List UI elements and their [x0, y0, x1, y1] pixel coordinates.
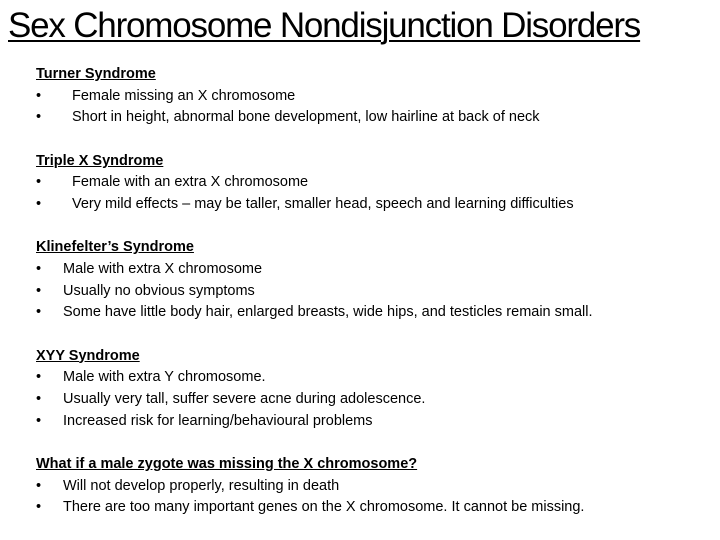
bullet-list [36, 476, 712, 519]
list-item-text: Female with an extra X chromosome [72, 174, 309, 191]
section-turner-syndrome [36, 64, 712, 129]
list-item-text: Some have little body hair, enlarged breasts, wide hips, and testicles remain small. [63, 304, 593, 321]
section-klinefelters-syndrome [36, 237, 712, 324]
bullet-icon: • [36, 499, 42, 516]
list-item-text: Male with extra X chromosome [63, 260, 263, 277]
bullet-icon: • [36, 412, 42, 429]
page-title: Sex Chromosome Nondisjunction Disorders [8, 6, 641, 45]
list-item-text: There are too many important genes on the X chromosome. It cannot be missing. [63, 499, 585, 516]
section-triple-x-syndrome [36, 151, 712, 216]
list-item [36, 476, 712, 498]
list-item-text: Short in height, abnormal bone development, low hairline at back of neck [72, 109, 540, 126]
section-heading: XYY Syndrome [36, 347, 140, 364]
list-item [36, 302, 712, 324]
section-heading: Turner Syndrome [36, 66, 156, 82]
list-item [36, 411, 712, 433]
bullet-list [36, 259, 712, 324]
bullet-list [36, 367, 712, 432]
list-item [36, 497, 712, 519]
bullet-icon: • [36, 304, 42, 321]
list-item-text: Increased risk for learning/behavioural problems [63, 412, 373, 429]
section-xyy-syndrome [36, 346, 712, 433]
list-item [36, 281, 712, 303]
bullet-icon: • [36, 260, 42, 277]
list-item [36, 259, 712, 281]
list-item [36, 172, 712, 194]
list-item-text: Female missing an X chromosome [72, 87, 296, 104]
list-item-text: Usually no obvious symptoms [63, 282, 255, 299]
list-item [36, 389, 712, 411]
list-item [36, 194, 712, 216]
content-body [36, 64, 712, 540]
section-missing-x-question [36, 454, 712, 519]
list-item-text: Very mild effects – may be taller, smaller head, speech and learning difficulties [72, 196, 574, 213]
bullet-list [36, 86, 712, 129]
bullet-icon: • [36, 369, 42, 386]
bullet-icon: • [36, 390, 42, 407]
bullet-list [36, 172, 712, 215]
section-heading: Klinefelter’s Syndrome [36, 239, 194, 256]
bullet-icon: • [36, 87, 42, 104]
list-item-text: Will not develop properly, resulting in death [63, 477, 340, 494]
bullet-icon: • [36, 109, 42, 126]
bullet-icon: • [36, 196, 42, 213]
bullet-icon: • [36, 174, 42, 191]
bullet-icon: • [36, 282, 42, 299]
list-item-text: Usually very tall, suffer severe acne during adolescence. [63, 390, 426, 407]
list-item [36, 107, 712, 129]
list-item [36, 86, 712, 108]
bullet-icon: • [36, 477, 42, 494]
list-item [36, 367, 712, 389]
section-heading: What if a male zygote was missing the X chromosome? [36, 455, 418, 472]
section-heading: Triple X Syndrome [36, 152, 164, 169]
list-item-text: Male with extra Y chromosome. [63, 369, 266, 386]
